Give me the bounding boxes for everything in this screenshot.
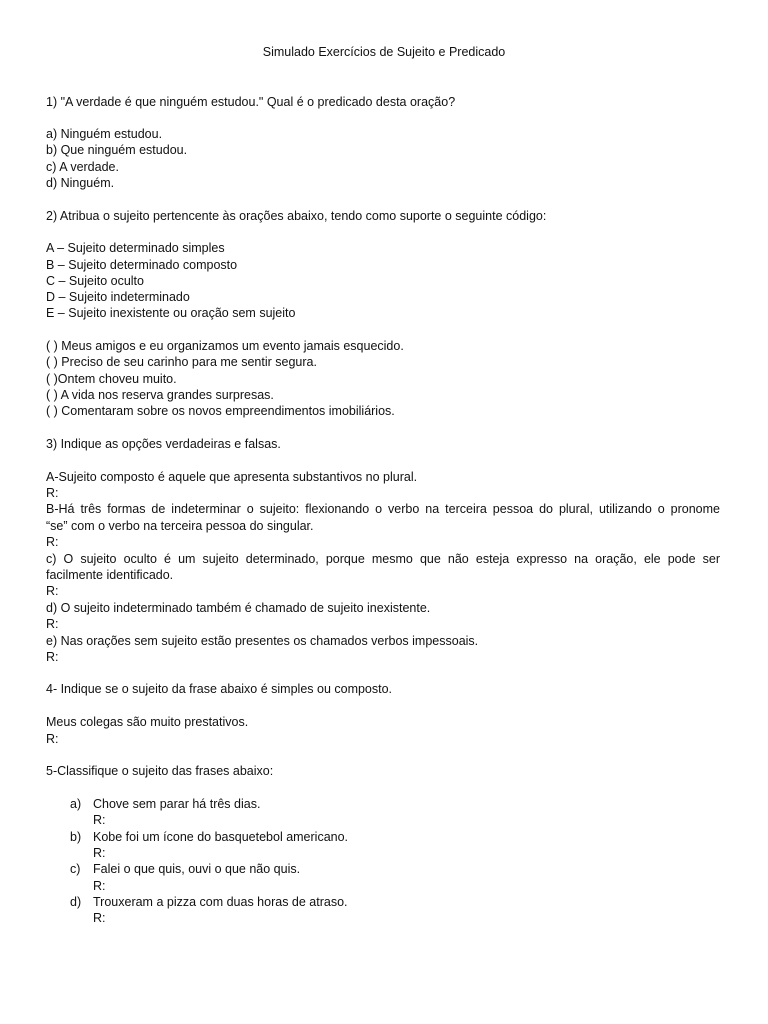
- q3-item-d: d) O sujeito indeterminado também é chamado de sujeito inexistente.: [46, 601, 431, 615]
- q5-answer-a: R:: [93, 813, 106, 827]
- q5-item-a-text: Chove sem parar há três dias.: [93, 797, 261, 811]
- q3-answer-d: R:: [46, 617, 59, 631]
- q5-answer-d: R:: [93, 911, 106, 925]
- q2-sentence-5: ( ) Comentaram sobre os novos empreendimentos imobiliários.: [46, 404, 395, 418]
- question-5: 5-Classifique o sujeito das frases abaixo:: [46, 764, 274, 778]
- q3-item-b-line1: B-Há três formas de indeterminar o sujeito: flexionando o verbo na terceira pessoa do plural, utilizando o pronome: [46, 502, 720, 516]
- question-1: 1) "A verdade é que ninguém estudou." Qual é o predicado desta oração?: [46, 95, 456, 109]
- q5-answer-c: R:: [93, 879, 106, 893]
- q1-option-a: a) Ninguém estudou.: [46, 127, 163, 141]
- q2-sentence-1: ( ) Meus amigos e eu organizamos um evento jamais esquecido.: [46, 339, 404, 353]
- q3-answer-e: R:: [46, 650, 59, 664]
- q2-code-d: D – Sujeito indeterminado: [46, 290, 190, 304]
- q5-item-b-text: Kobe foi um ícone do basquetebol americano.: [93, 830, 349, 844]
- q2-sentence-4: ( ) A vida nos reserva grandes surpresas.: [46, 388, 274, 402]
- q1-option-c: c) A verdade.: [46, 160, 119, 174]
- q3-item-c-line1: c) O sujeito oculto é um sujeito determinado, porque mesmo que não esteja expresso na oração, ele pode ser: [46, 552, 720, 566]
- question-2: 2) Atribua o sujeito pertencente às orações abaixo, tendo como suporte o seguinte código:: [46, 209, 547, 223]
- q2-code-e: E – Sujeito inexistente ou oração sem sujeito: [46, 306, 296, 320]
- q2-code-b: B – Sujeito determinado composto: [46, 258, 238, 272]
- q2-code-a: A – Sujeito determinado simples: [46, 241, 225, 255]
- q5-item-c-text: Falei o que quis, ouvi o que não quis.: [93, 862, 301, 876]
- q1-option-d: d) Ninguém.: [46, 176, 115, 190]
- q2-sentence-2: ( ) Preciso de seu carinho para me sentir segura.: [46, 355, 317, 369]
- q2-sentence-3: ( )Ontem choveu muito.: [46, 372, 177, 386]
- q4-answer: R:: [46, 732, 59, 746]
- q5-item-b-letter: b): [70, 830, 82, 844]
- q3-answer-a: R:: [46, 486, 59, 500]
- q1-option-b: b) Que ninguém estudou.: [46, 143, 188, 157]
- q3-item-e: e) Nas orações sem sujeito estão presentes os chamados verbos impessoais.: [46, 634, 479, 648]
- q3-item-c-line2: facilmente identificado.: [46, 568, 174, 582]
- document-title: Simulado Exercícios de Sujeito e Predicado: [262, 45, 506, 59]
- question-4: 4- Indique se o sujeito da frase abaixo é simples ou composto.: [46, 682, 393, 696]
- q2-code-c: C – Sujeito oculto: [46, 274, 144, 288]
- q5-item-d-text: Trouxeram a pizza com duas horas de atraso.: [93, 895, 348, 909]
- q3-item-a: A-Sujeito composto é aquele que apresenta substantivos no plural.: [46, 470, 418, 484]
- q5-item-c-letter: c): [70, 862, 81, 876]
- question-3: 3) Indique as opções verdadeiras e falsas.: [46, 437, 281, 451]
- q4-sentence: Meus colegas são muito prestativos.: [46, 715, 249, 729]
- q3-answer-b: R:: [46, 535, 59, 549]
- q3-item-b-line2: “se” com o verbo na terceira pessoa do singular.: [46, 519, 314, 533]
- q5-item-d-letter: d): [70, 895, 82, 909]
- q3-answer-c: R:: [46, 584, 59, 598]
- q5-answer-b: R:: [93, 846, 106, 860]
- q5-item-a-letter: a): [70, 797, 82, 811]
